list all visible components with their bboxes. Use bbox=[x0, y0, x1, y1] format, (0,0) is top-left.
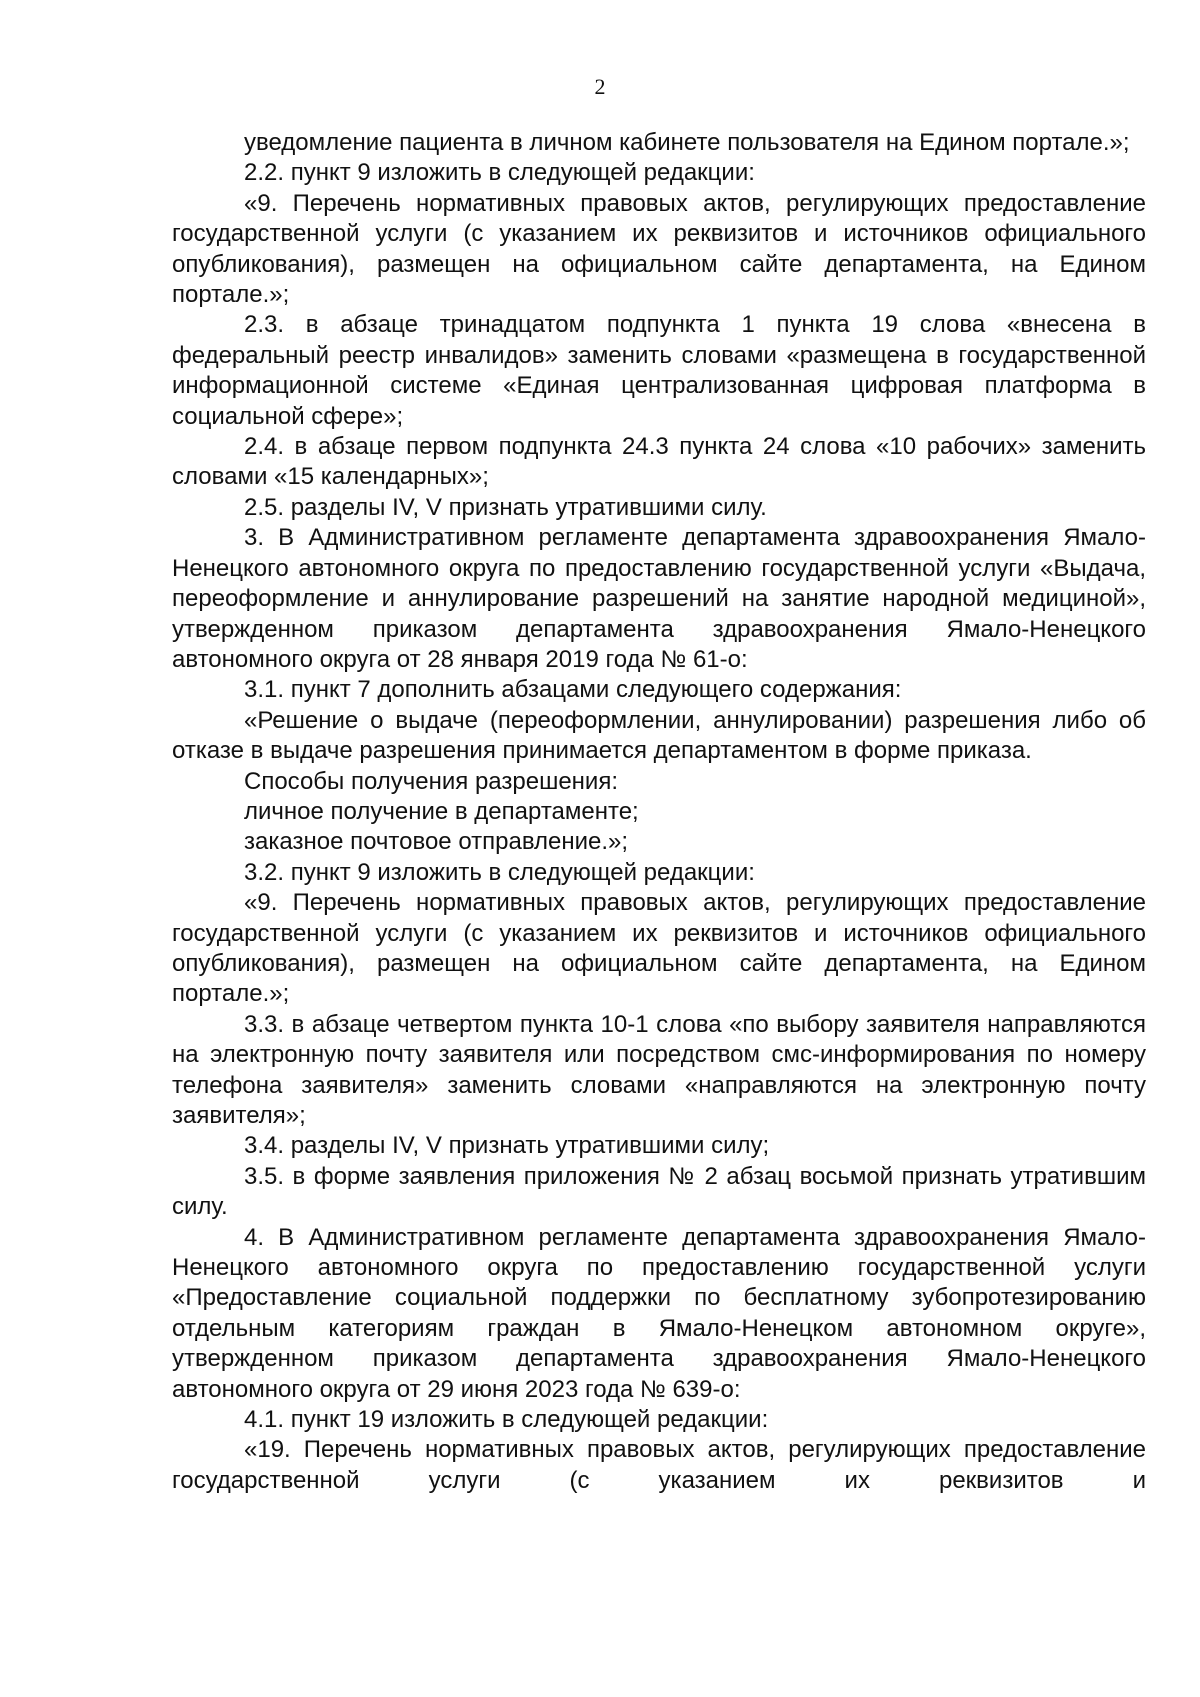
paragraph: уведомление пациента в личном кабинете пользователя на Едином портале.»; bbox=[244, 129, 1130, 156]
paragraph: «19. Перечень нормативных правовых актов, регулирующих предоставление государственной услуги (с указанием их реквизитов и bbox=[172, 1436, 1146, 1494]
paragraph: 3. В Административном регламенте департамента здравоохранения Ямало-Ненецкого автономного округа по предоставлению государственной услуги «Выдача, переоформление и аннулирование разрешений на занятие народной медициной», утвержденном приказом департамента здравоохранения Ямало-Ненецкого автономного округа от 28 января 2019 года № 61-о: bbox=[172, 524, 1146, 673]
paragraph: 4.1. пункт 19 изложить в следующей редакции: bbox=[244, 1406, 769, 1434]
paragraph: 2.5. разделы IV, V признать утратившими силу. bbox=[244, 493, 767, 521]
paragraph: личное получение в департаменте; bbox=[244, 797, 639, 825]
paragraph: 3.1. пункт 7 дополнить абзацами следующего содержания: bbox=[244, 676, 902, 704]
page-number: 2 bbox=[594, 74, 606, 99]
paragraph: 4. В Административном регламенте департамента здравоохранения Ямало-Ненецкого автономного округа по предоставлению государственной услуги «Предоставление социальной поддержки по бесплатному зубопротезированию отдельным категориям граждан в Ямало-Ненецком автономном округе», утвержденном приказом департамента здравоохранения Ямало-Ненецкого автономного округа от 29 июня 2023 года № 639-о: bbox=[172, 1223, 1146, 1403]
document-body bbox=[172, 128, 1146, 1496]
paragraph: 3.4. разделы IV, V признать утратившими силу; bbox=[244, 1132, 770, 1160]
paragraph: «9. Перечень нормативных правовых актов, регулирующих предоставление государственной услуги (с указанием их реквизитов и источников официального опубликования), размещен на официальном сайте департамента, на Едином портале.»; bbox=[172, 189, 1146, 309]
paragraph: 3.5. в форме заявления приложения № 2 абзац восьмой признать утратившим силу. bbox=[172, 1162, 1146, 1221]
paragraph: «Решение о выдаче (переоформлении, аннулировании) разрешения либо об отказе в выдаче разрешения принимается департаментом в форме приказа. bbox=[172, 706, 1146, 765]
paragraph: 2.2. пункт 9 изложить в следующей редакции: bbox=[244, 159, 755, 187]
paragraph: 2.3. в абзаце тринадцатом подпункта 1 пункта 19 слова «внесена в федеральный реестр инвалидов» заменить словами «размещена в государственной информационной системе «Единая централизованная цифровая платформа в социальной сфере»; bbox=[172, 311, 1146, 430]
paragraph: 3.2. пункт 9 изложить в следующей редакции: bbox=[244, 858, 755, 886]
paragraph: 2.4. в абзаце первом подпункта 24.3 пункта 24 слова «10 рабочих» заменить словами «15 календарных»; bbox=[172, 433, 1146, 491]
paragraph: Способы получения разрешения: bbox=[244, 767, 619, 795]
paragraph: «9. Перечень нормативных правовых актов, регулирующих предоставление государственной услуги (с указанием их реквизитов и источников официального опубликования), размещен на официальном сайте департамента, на Едином портале.»; bbox=[172, 889, 1146, 1008]
paragraph: 3.3. в абзаце четвертом пункта 10-1 слова «по выбору заявителя направляются на электронную почту заявителя или посредством смс-информирования по номеру телефона заявителя» заменить словами «направляются на электронную почту заявителя»; bbox=[172, 1010, 1146, 1129]
paragraph: заказное почтовое отправление.»; bbox=[244, 828, 629, 856]
